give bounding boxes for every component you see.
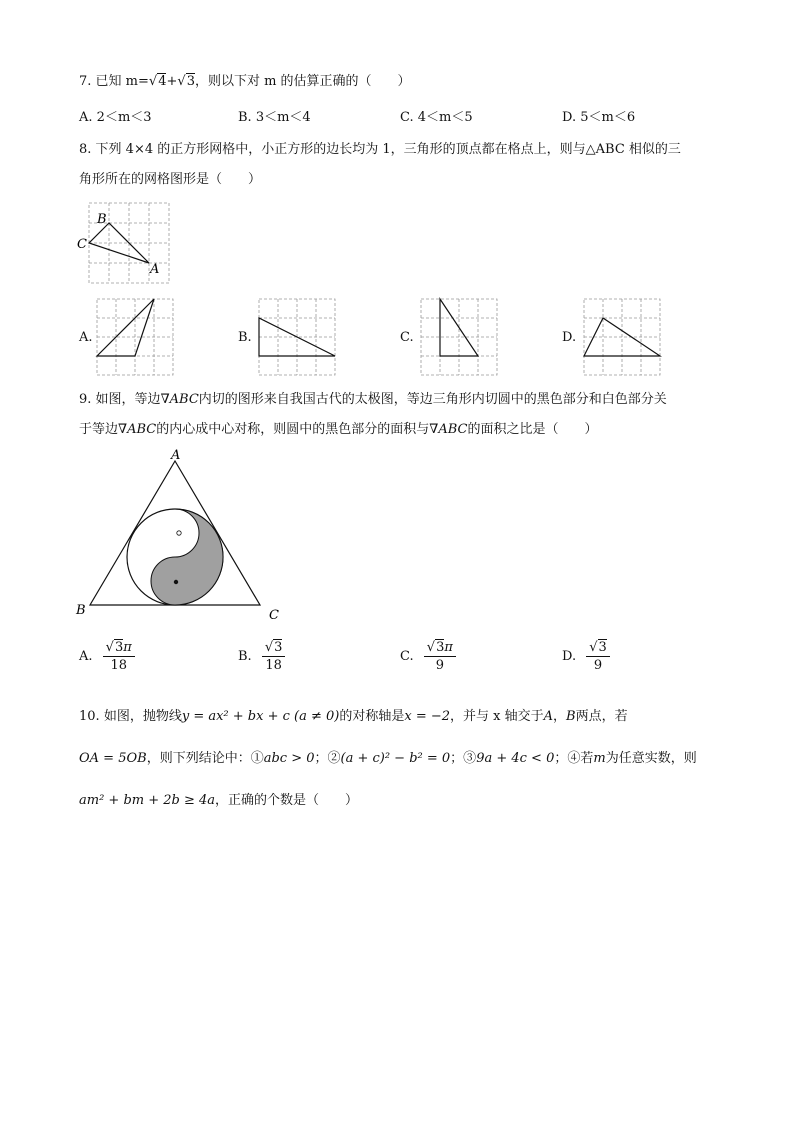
option-text: 3＜m＜4 [255,110,311,125]
q9-text: 于等边 [79,422,119,437]
q7-stem-prefix: 已知 m= [95,74,149,89]
q9-number: 9. [79,392,92,407]
sqrt-sign: √ [589,640,598,655]
sqrt-sign: √ [105,640,114,655]
q8-option-a-label[interactable]: A. [79,330,93,345]
q8-stem-line2: 角形所在的网格图形是（ ） [79,172,262,187]
q7-number: 7. [79,74,92,89]
vertex-label-b: B [76,603,86,618]
denominator: 9 [593,658,603,673]
q10-text: ；④若 [554,751,594,766]
q8-option-c-label[interactable]: C. [400,330,414,345]
q8-option-c-figure[interactable] [420,298,500,378]
q8-option-d-label[interactable]: D. [562,330,577,345]
q8-option-b-figure[interactable] [258,298,338,378]
option-text: 5＜m＜6 [580,110,636,125]
triangle [440,299,478,356]
q10-line1 [79,705,628,724]
q9-taiji-figure [70,444,290,624]
q8-option-b-label[interactable]: B. [238,330,252,345]
option-label: A. [79,110,93,125]
q8-stem-line1 [79,138,681,157]
q10-text: 为任意实数，则 [605,751,697,766]
vertex-label-a: A [171,448,181,463]
option-label: B. [238,110,252,125]
triangle-symbol: ∇ABC [429,422,468,437]
condition: OA = 5OB [79,751,147,766]
q7-plus: + [166,74,178,89]
q9-stem-line2 [79,418,597,437]
q7-radicand-a: 4 [158,74,167,89]
option-label: C. [400,110,414,125]
fraction [103,640,135,673]
q10-line2 [79,747,697,766]
vertex-label-b: B [97,212,107,227]
q7-option-d[interactable] [562,106,635,125]
q9-text: 的内心成中心对称，则圆中的黑色部分的面积与 [156,422,430,437]
q10-text: ，正确的个数是（ ） [215,793,359,808]
fraction [586,640,610,673]
q8-option-a-figure[interactable] [96,298,176,378]
vertex-label-c: C [77,237,87,252]
triangle-symbol: ∇ABC [118,422,157,437]
q9-text: 如图，等边 [95,392,161,407]
variable-m: m [593,751,606,766]
pi: π [123,640,132,655]
q9-text: 内切的图形来自我国古代的太极图，等边三角形内切圆中的黑色部分和白色部分关 [198,392,667,407]
fraction [424,640,456,673]
q7-stem-suffix: ，则以下对 m 的估算正确的（ ） [194,74,411,89]
grid [97,299,173,375]
q8-option-d-figure[interactable] [583,298,663,378]
q9-option-c[interactable] [400,640,456,673]
fraction [262,640,286,673]
q7-option-b[interactable] [238,106,311,125]
triangle [97,299,154,356]
q10-text: ；② [314,751,341,766]
denominator: 18 [110,658,127,673]
q10-text: 如图，抛物线 [103,709,182,724]
sqrt-sign: √ [426,640,436,655]
q10-number: 10. [79,709,100,724]
conclusion-3: 9a + 4c < 0 [476,751,555,766]
q9-text: 的面积之比是（ ） [467,422,598,437]
radicand: 3 [436,640,445,655]
vertex-label-a: A [150,262,160,277]
q7-stem [79,70,411,89]
q8-main-figure [76,198,176,288]
point-a: A [543,709,554,724]
conclusion-4: am² + bm + 2b ≥ 4a [79,793,216,808]
q10-text: 两点，若 [575,709,628,724]
q10-text: ；③ [450,751,477,766]
q10-text: ，并与 x 轴交于 [450,709,544,724]
radicand: 3 [598,640,607,655]
q9-stem-line1 [79,388,667,407]
grid [421,299,497,375]
grid [584,299,660,375]
q9-option-a[interactable] [79,640,135,673]
radicand: 3 [114,640,124,655]
q10-line3 [79,789,358,808]
q7-option-a[interactable] [79,106,152,125]
triangle-symbol: ∇ABC [160,392,199,407]
sqrt-sign: √ [177,74,186,89]
sqrt-sign: √ [264,640,274,655]
q10-text: ，则下列结论中：① [146,751,264,766]
denominator: 18 [265,658,282,673]
option-text: 2＜m＜3 [96,110,152,125]
radicand: 3 [274,640,283,655]
q8-number: 8. [79,142,92,157]
option-label: D. [562,110,577,125]
q8-stem-text: 下列 4×4 的正方形网格中，小正方形的边长均为 1，三角形的顶点都在格点上，则与△ABC 相似的三 [95,142,681,157]
denominator: 9 [435,658,444,673]
small-black-dot [174,580,178,584]
option-label: C. [400,649,414,664]
option-label: D. [562,649,577,664]
vertex-label-c: C [269,608,279,623]
q9-option-b[interactable] [238,640,285,673]
conclusion-2: (a + c)² − b² = 0 [340,751,451,766]
parabola-equation: y = ax² + bx + c (a ≠ 0) [181,709,340,724]
point-b: B [566,709,576,724]
conclusion-1: abc > 0 [263,751,315,766]
q9-option-d[interactable] [562,640,610,673]
q7-radicand-b: 3 [186,74,195,89]
pi: π [444,640,453,655]
axis-equation: x = −2 [404,709,451,724]
option-label: B. [238,649,252,664]
q7-option-c[interactable] [400,106,473,125]
option-text: 4＜m＜5 [417,110,473,125]
option-label: A. [79,649,93,664]
q10-text: ， [553,709,567,724]
sqrt-sign: √ [148,74,158,89]
small-white-dot [177,531,181,535]
q10-text: 的对称轴是 [339,709,405,724]
